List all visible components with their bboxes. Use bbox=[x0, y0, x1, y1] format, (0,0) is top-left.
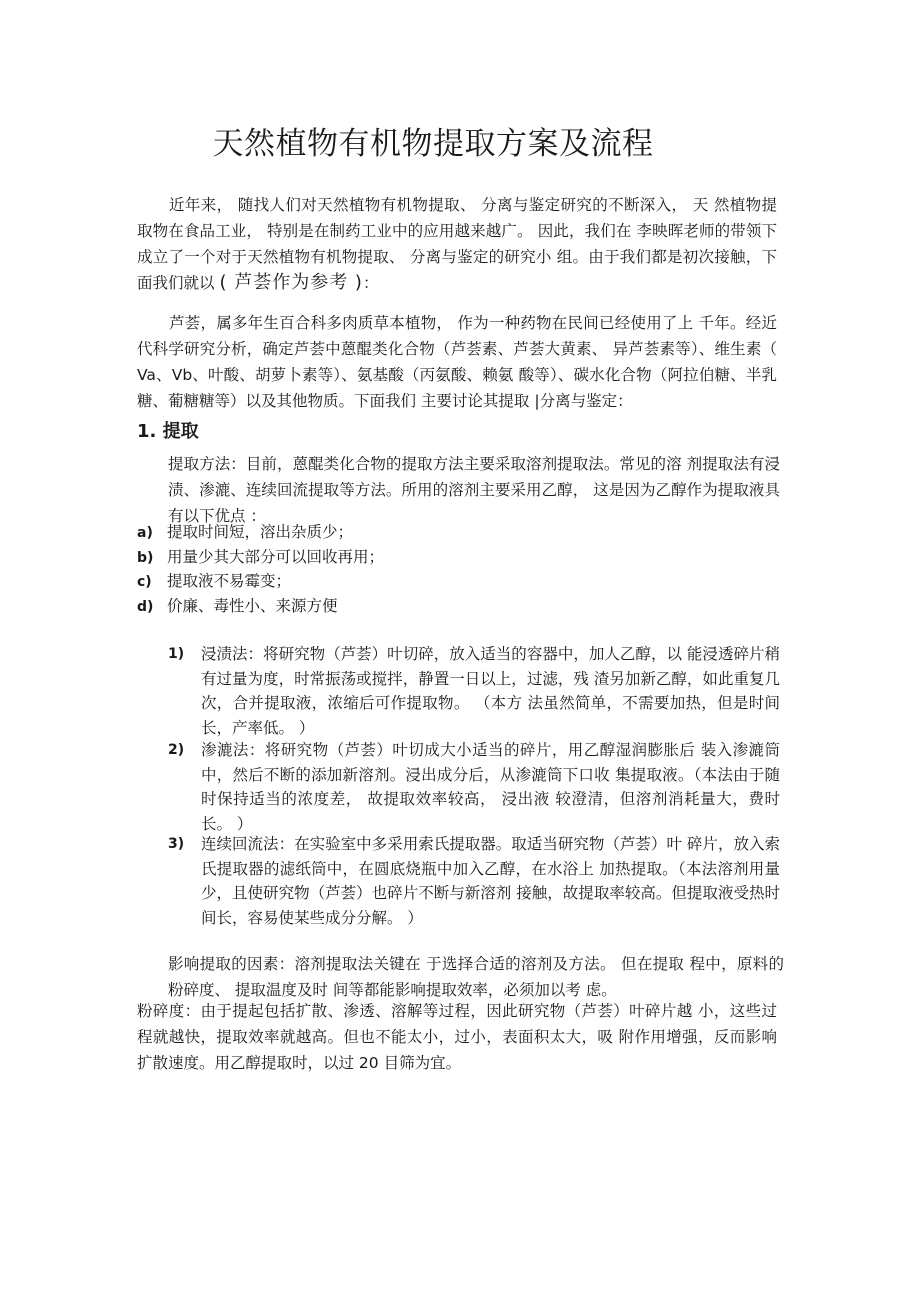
method-marker: 3) bbox=[168, 836, 185, 852]
method-text: 连续回流法：在实验室中多采用索氏提取器。取适当研究物（芦荟）叶 碎片，放入索氏提取器的滤纸筒中，在圆底烧瓶中加入乙醇，在水浴上 加热提取。（本法溶剂用量少，且使研究物（芦荟）也碎片不断与新溶剂 接触，故提取率较高。但提取液受热时间长，容易使某些成分分解。 ） bbox=[201, 835, 780, 927]
factors-paragraph: 影响提取的因素：溶剂提取法关键在 于选择合适的溶剂及方法。 但在提取 程中，原料的粉碎度、 提取温度及时 间等都能影响提取效率，必须加以考 虑。 bbox=[168, 955, 784, 999]
list-marker: a) bbox=[137, 525, 153, 541]
list-item bbox=[137, 594, 384, 619]
list-marker: d) bbox=[137, 598, 154, 615]
list-item bbox=[137, 545, 384, 570]
method-text: 渗漉法：将研究物（芦荟）叶切成大小适当的碎片，用乙醇湿润膨胀后 装入渗漉筒中，然后不断的添加新溶剂。浸出成分后，从渗漉筒下口收 集提取液。（本法由于随时保持适当的浓度差， 故提取效率较高， 浸出液 较澄清，但溶剂消耗量大，费时长。 ） bbox=[201, 741, 780, 833]
method-marker: 1) bbox=[168, 646, 185, 662]
list-marker: b) bbox=[137, 549, 154, 566]
list-item bbox=[137, 520, 384, 545]
advantages-list bbox=[137, 520, 384, 618]
list-marker: c) bbox=[137, 574, 152, 590]
list-item-text: 提取时间短，溶出杂质少； bbox=[167, 523, 354, 541]
document-title: 天然植物有机物提取方案及流程 bbox=[212, 126, 654, 162]
fineness-paragraph: 粉碎度：由于提起包括扩散、渗透、溶解等过程，因此研究物（芦荟）叶碎片越 小，这些过程就越快，提取效率就越高。但也不能太小，过小，表面积太大，吸 附作用增强，反而影响扩散速度。用乙醇提取时，以过 20 目筛为宜。 bbox=[137, 1002, 777, 1072]
intro-end: ： bbox=[362, 274, 379, 292]
intro-note: ( 芦荟作为参考 ) bbox=[219, 272, 363, 293]
method-item-maceration bbox=[168, 642, 780, 740]
intro-text: 近年来， 随找人们对天然植物有机物提取、 分离与鉴定研究的不断深入， 天 然植物提取物在食品工业， 特别是在制药工业中的应用越来越广。 因此，我们在 李映晖老师的带领下成立了一个对于天然植物有机物提取、 分离与鉴定的研究小 组。由于我们都是初次接触，下面我们就以 bbox=[137, 196, 777, 292]
method-text: 浸渍法：将研究物（芦荟）叶切碎，放入适当的容器中，加人乙醇，以 能浸透碎片稍有过量为度，时常振荡或搅拌，静置一日以上，过滤，残 渣另加新乙醇，如此重复几次，合并提取液，浓缩后可作提取物。 （本方 法虽然简单，不需要加热，但是时间长，产率低。 ） bbox=[201, 645, 780, 737]
method-marker: 2) bbox=[168, 742, 185, 758]
aloe-paragraph: 芦荟，属多年生百合科多肉质草本植物， 作为一种药物在民间已经使用了上 千年。经近代科学研究分析，确定芦荟中蒽醌类化合物（芦荟素、芦荟大黄素、 异芦荟素等）、维生素（ Va、Vb、叶酸、胡萝卜素等）、氨基酸（丙氨酸、赖氨 酸等）、碳水化合物（阿拉伯糖、半乳糖、葡糖糖等）以及其他物质。下面我们 主要讨论其提取 |分离与鉴定： bbox=[137, 314, 777, 410]
list-item-text: 提取液不易霉变； bbox=[167, 572, 292, 590]
intro-paragraph bbox=[137, 192, 777, 296]
list-item-text: 价廉、毒性小、来源方便 bbox=[167, 596, 338, 615]
method-item-reflux bbox=[168, 832, 780, 930]
list-item-text: 用量少其大部分可以回收再用； bbox=[167, 547, 385, 566]
extraction-method-paragraph: 提取方法：目前，蒽醌类化合物的提取方法主要采取溶剂提取法。常见的溶 剂提取法有浸渍、渗漉、连续回流提取等方法。所用的溶剂主要采用乙醇， 这是因为乙醇作为提取液具有以下优点 ： bbox=[168, 455, 780, 525]
section-heading-extraction: 1. 提取 bbox=[137, 421, 199, 442]
list-item bbox=[137, 569, 384, 594]
method-item-percolation bbox=[168, 738, 780, 836]
